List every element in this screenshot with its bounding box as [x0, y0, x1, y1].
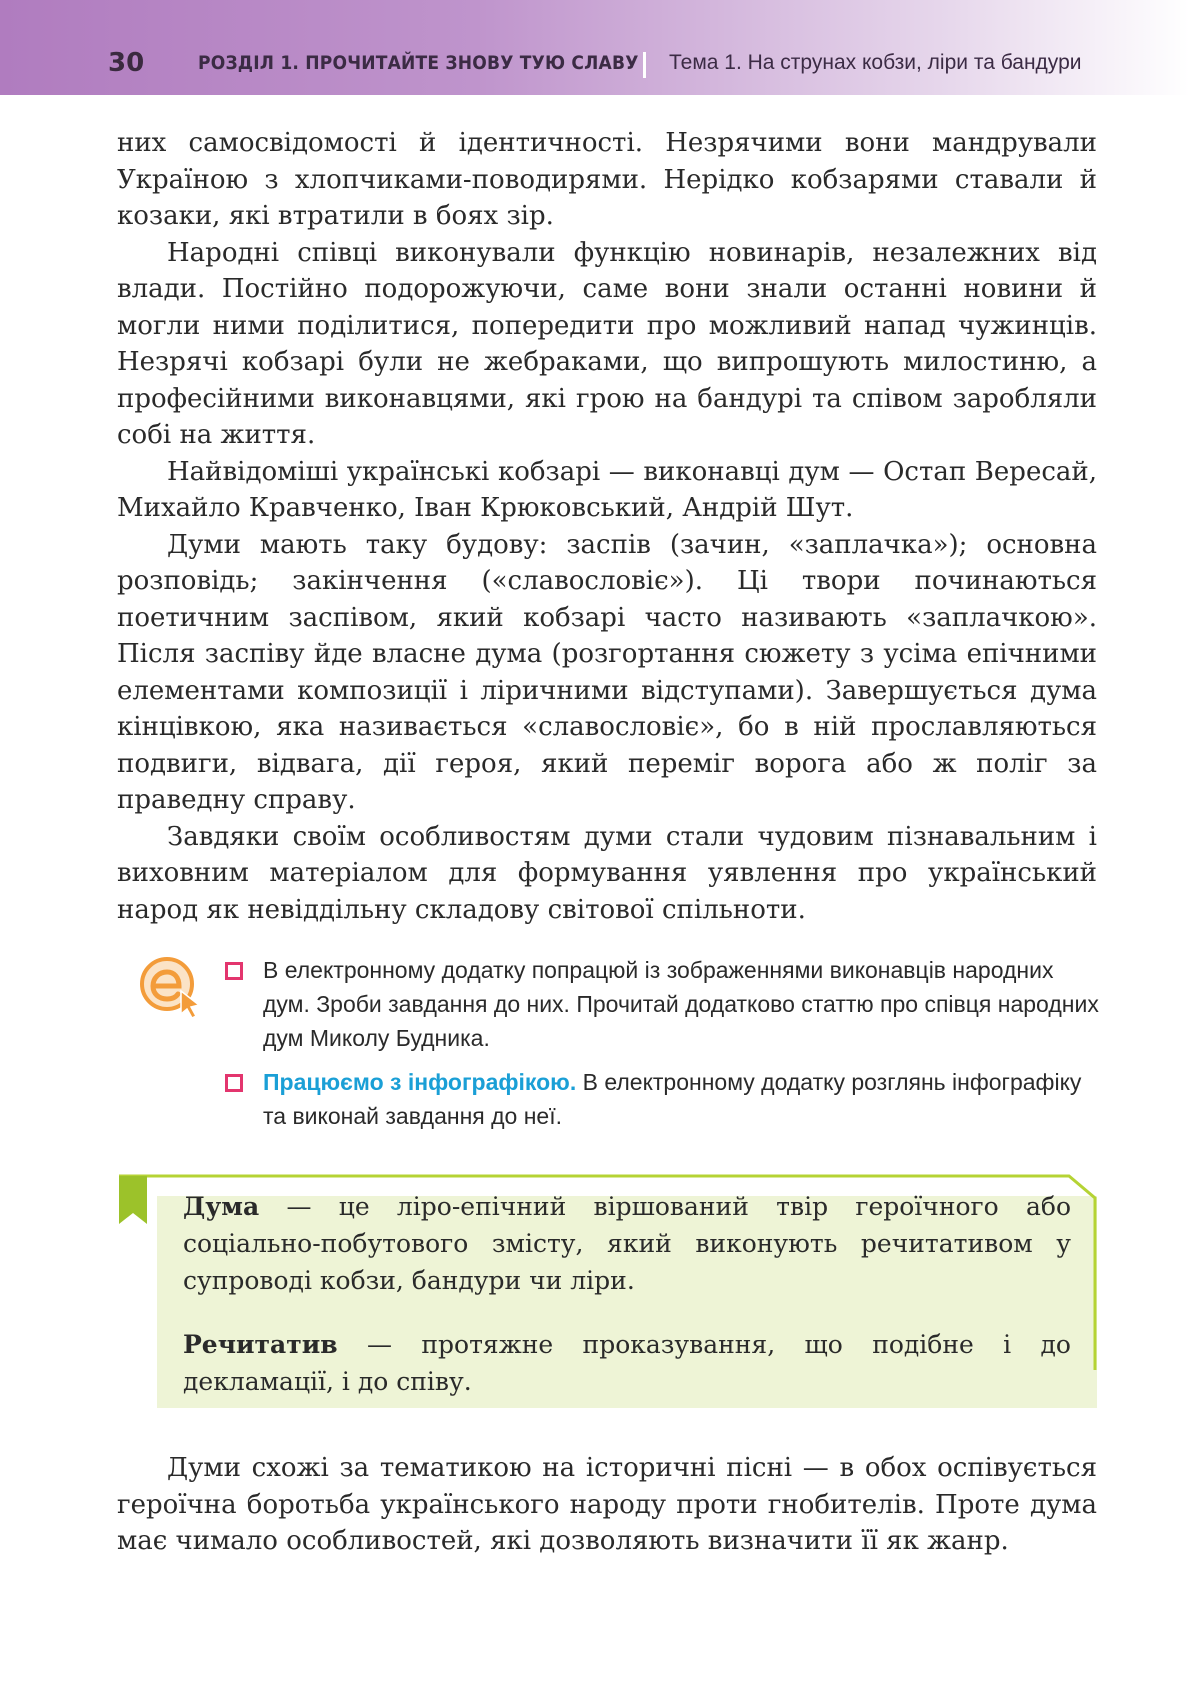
definition-body: — протяжне проказування, що подібне і до декламації, і до співу. — [183, 1330, 1071, 1396]
paragraph: Завдяки своїм особливостям думи стали чудовим пізнавальним і виховним матеріалом для формування уявлення про український народ як невіддільну складову світової спільноти. — [117, 821, 1097, 925]
closing-text — [117, 1450, 1097, 1560]
definition-body: — це ліро-епічний віршований твір героїчного або соціально-побутового змісту, який виконують речитативом у супроводі кобзи, бандури чи ліри. — [183, 1192, 1071, 1295]
task-text: В електронному додатку розглянь інфографіку та виконай завдання до неї. — [263, 1069, 1082, 1129]
page-number: 30 — [108, 48, 145, 78]
task-item — [225, 1065, 1100, 1133]
infographic-link[interactable]: Працюємо з інфографікою. — [263, 1069, 577, 1095]
section-title: РОЗДІЛ 1. ПРОЧИТАЙТЕ ЗНОВУ ТУЮ СЛАВУ — [198, 52, 639, 74]
square-bullet-icon — [225, 1074, 243, 1092]
definition-term: Дума — [183, 1192, 260, 1221]
header-divider — [643, 52, 646, 78]
definition-recitative — [183, 1326, 1071, 1400]
paragraph: Народні співці виконували функцію новинарів, незалежних від влади. Постійно подорожуючи, саме вони знали останні новини й могли ними поділитися, попередити про можливий напад чужинців. Незрячі кобзарі були не жебраками, що випрошують милостиню, а професійними виконавцями, які грою на бандурі та співом заробляли собі на життя. — [117, 237, 1097, 450]
task-item — [225, 953, 1100, 1055]
topic-title: Тема 1. На струнах кобзи, ліри та бандури — [669, 51, 1082, 74]
definition-box — [117, 1174, 1097, 1408]
definition-duma — [183, 1188, 1071, 1299]
task-list — [225, 953, 1100, 1143]
paragraph: Найвідоміші українські кобзарі — виконавці дум — Остап Вересай, Михайло Кравченко, Іван Крюковський, Андрій Шут. — [117, 456, 1097, 523]
paragraph: Думи схожі за тематикою на історичні пісні — в обох оспівується героїчна боротьба українського народу проти гнобителів. Проте дума має чимало особливостей, які дозволяють визначити її як жанр. — [117, 1453, 1097, 1556]
paragraph: Думи мають таку будову: заспів (зачин, «заплачка»); основна розповідь; закінчення («славословіє»). Ці твори починаються поетичним заспівом, який кобзарі часто називають «заплачкою». Після заспіву йде власне дума (розгортання сюжету з усіма епічними елементами композиції і ліричними відступами). Завершується дума кінцівкою, яка називається «славословіє», бо в ній прославляються подвиги, відвага, дії героя, який переміг ворога або ж поліг за праведну справу. — [117, 529, 1097, 815]
definition-term: Речитатив — [183, 1330, 338, 1359]
paragraph: них самосвідомості й ідентичності. Незрячими вони мандрували Україною з хлопчиками-поводирями. Нерідко кобзарями ставали й козаки, які втратили в боях зір. — [117, 128, 1097, 231]
page-header — [0, 0, 1190, 95]
main-text — [117, 125, 1097, 928]
e-app-cursor-icon[interactable] — [137, 953, 205, 1021]
task-text: В електронному додатку попрацюй із зображеннями виконавців народних дум. Зроби завдання до них. Прочитай додатково статтю про співця народних дум Миколу Будника. — [263, 957, 1099, 1051]
electronic-tasks — [137, 953, 1097, 1138]
definition-text — [183, 1188, 1071, 1400]
square-bullet-icon — [225, 962, 243, 980]
